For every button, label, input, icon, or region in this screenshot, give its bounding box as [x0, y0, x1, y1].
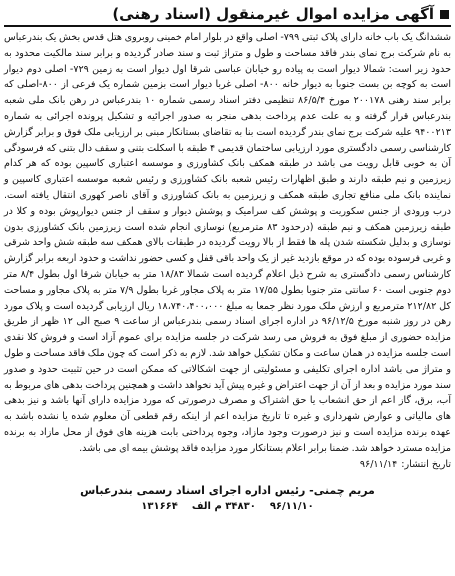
- publication-date-value: ۹۶/۱۱/۱۴: [359, 458, 398, 470]
- reference-number: ۳۴۸۳۰ م الف: [191, 500, 256, 512]
- reference-date: ۹۶/۱۱/۱۰: [269, 500, 314, 512]
- publication-date: [4, 457, 451, 473]
- notice-header: [4, 3, 451, 27]
- publication-date-label: تاریخ انتشار:: [401, 458, 451, 470]
- notice-title: آگهی مزایده اموال غیرمنقول (اسناد رهنی): [112, 5, 434, 23]
- signature-line: مریم چمنی- رئیس اداره اجرای اسناد رسمی بندرعباس: [80, 483, 375, 497]
- square-bullet-icon: [440, 10, 449, 19]
- notice-footer: [4, 483, 451, 515]
- reference-line: [141, 499, 313, 515]
- reference-code: ۱۳۱۶۶۴: [141, 500, 178, 512]
- notice-body: ششدانگ یک باب خانه دارای پلاک ثبتی ۷۹۹- اصلی واقع در بلوار امام خمینی روبروی هتل قدس بخش یک بندرعباس به نام شرکت برج نمای بندر فاقد مساحت و طول و متراژ ثبت و سند صادر گردیده و برابر سند مالکیت محدود به حدود زیر است: شمالا دیوار است به پیاده رو خیابان عباسی شرقا اول دیوار است به زمین ۷۲۹- اصلی دوم دیوار است به کوچه بن بست جنوبا به دیوار خانه ۸۰۰- اصلی غربا دیوار است بزمین شماره یک فرعی از ۸۰۰-اصلی که برابر سند رهنی ۲۰۰۱۷۸ مورخ ۸۶/۵/۴ تنظیمی دفتر اسناد رسمی شماره ۱۰ بندرعباس در رهن بانک ملی شعبه بندرعباس قرار گرفته و به علت عدم پرداخت بدهی منجر به صدور اجرائیه و تشکیل پرونده اجرائی به شماره ۹۴۰۰۲۱۳ علیه شرکت برج نمای بندر گردیده است بنا به تقاضای بستانکار مبنی بر ارزیابی ملک فوق و برابر گزارش کارشناسی رسمی دادگستری مورد ارزیابی ساختمان قدیمی ۴ طبقه با اسکلت بتنی و سقف دال بتنی که فرسودگی آن به خوبی قابل رویت می باشد در طبقه همکف بانک کشاورزی و موسسه اعتباری کاسپین بوده که هر کدام زیرزمین و نیم طبقه دارند و طبق اظهارات رئیس شعبه بانک کشاورزی و رئیس شعبه موسسه اعتباری کاسپین و نماینده بانک ملی منافع تجاری طبقه همکف و زیرزمین به بانک کشاورزی و آقای ناصر کهوری انتقال یافته است. درب ورودی از جنس سکوریت و پوشش کف سرامیک و پوشش دیوار و سقف از جنس دیوارپوش بوده و کلا در طبقه زیرزمین همکف و نیم طبقه (درحدود ۸۳ مترمربع) نوسازی انجام شده است زیرزمین بانک کشاورزی بدون نوسازی و بدلیل شکسته شدن پله ها فقط از بالا رویت گردیده در طبقات بالای همکف سه طبقه شش واحد شرقی و غربی فرسوده بوده که در موقع بازدید غیر از یک واحد باقی قفل و کسی حضور نداشت و حدود اربعه برابر گزارش کارشناس رسمی دادگستری به شرح ذیل اعلام گردیده است شمالا ۱۸/۸۳ متر به خیابان شرقا اول بطول ۸/۴ متر دوم جنوبی است ۶۰ سانتی متر جنوبا بطول ۱۷/۵۵ متر به پلاک مجاور غربا بطول ۷/۹ متر به پلاک مجاور و مساحت کل ۲۱۲/۸۲ مترمربع و ارزش ملک مورد نظر جمعا به مبلغ ۱۸،۷۴۰،۴۰۰،۰۰۰ ریال ارزیابی گردیده است و پلاک مورد رهن در روز شنبه مورخ ۹۶/۱۲/۵ در اداره اجرای اسناد رسمی بندرعباس از ساعت ۹ صبح الی ۱۲ ظهر از طریق مزایده حضوری از مبلغ فوق به فروش می رسد شرکت در جلسه مزایده برای عموم آزاد است و فروش کلا نقدی است جلسه مزایده در همان ساعت و مکان تشکیل خواهد شد. لازم به ذکر است که چون ملک فاقد مساحت و طول و متراژ می باشد اداره اجرای تکلیفی و مسئولیتی از جهت اشکالاتی که ممکن است در حین تثبیت حدود و صدور سند مورد مزایده و بعد از آن از جهت اعتراض و غیره پیش آید نخواهد داشت و همچنین پرداخت بدهی های مربوط به آب، برق، گاز اعم از حق انشعاب یا حق اشتراک و مصرف درصورتی که مورد مزایده دارای آنها باشد و نیز بدهی های مالیاتی و عوارض شهرداری و غیره تا تاریخ مزایده اعم از اینکه رقم قطعی آن معلوم شده یا نشده باشد به عهده برنده مزایده است و نیز درصورت وجود مازاد، وجوه پرداختی بابت هزینه های فوق از محل مازاد به برنده مزایده مسترد خواهد شد. ضمنا برابر اعلام بستانکار مورد مزایده فاقد پوشش بیمه ای می باشد.: [4, 32, 452, 454]
